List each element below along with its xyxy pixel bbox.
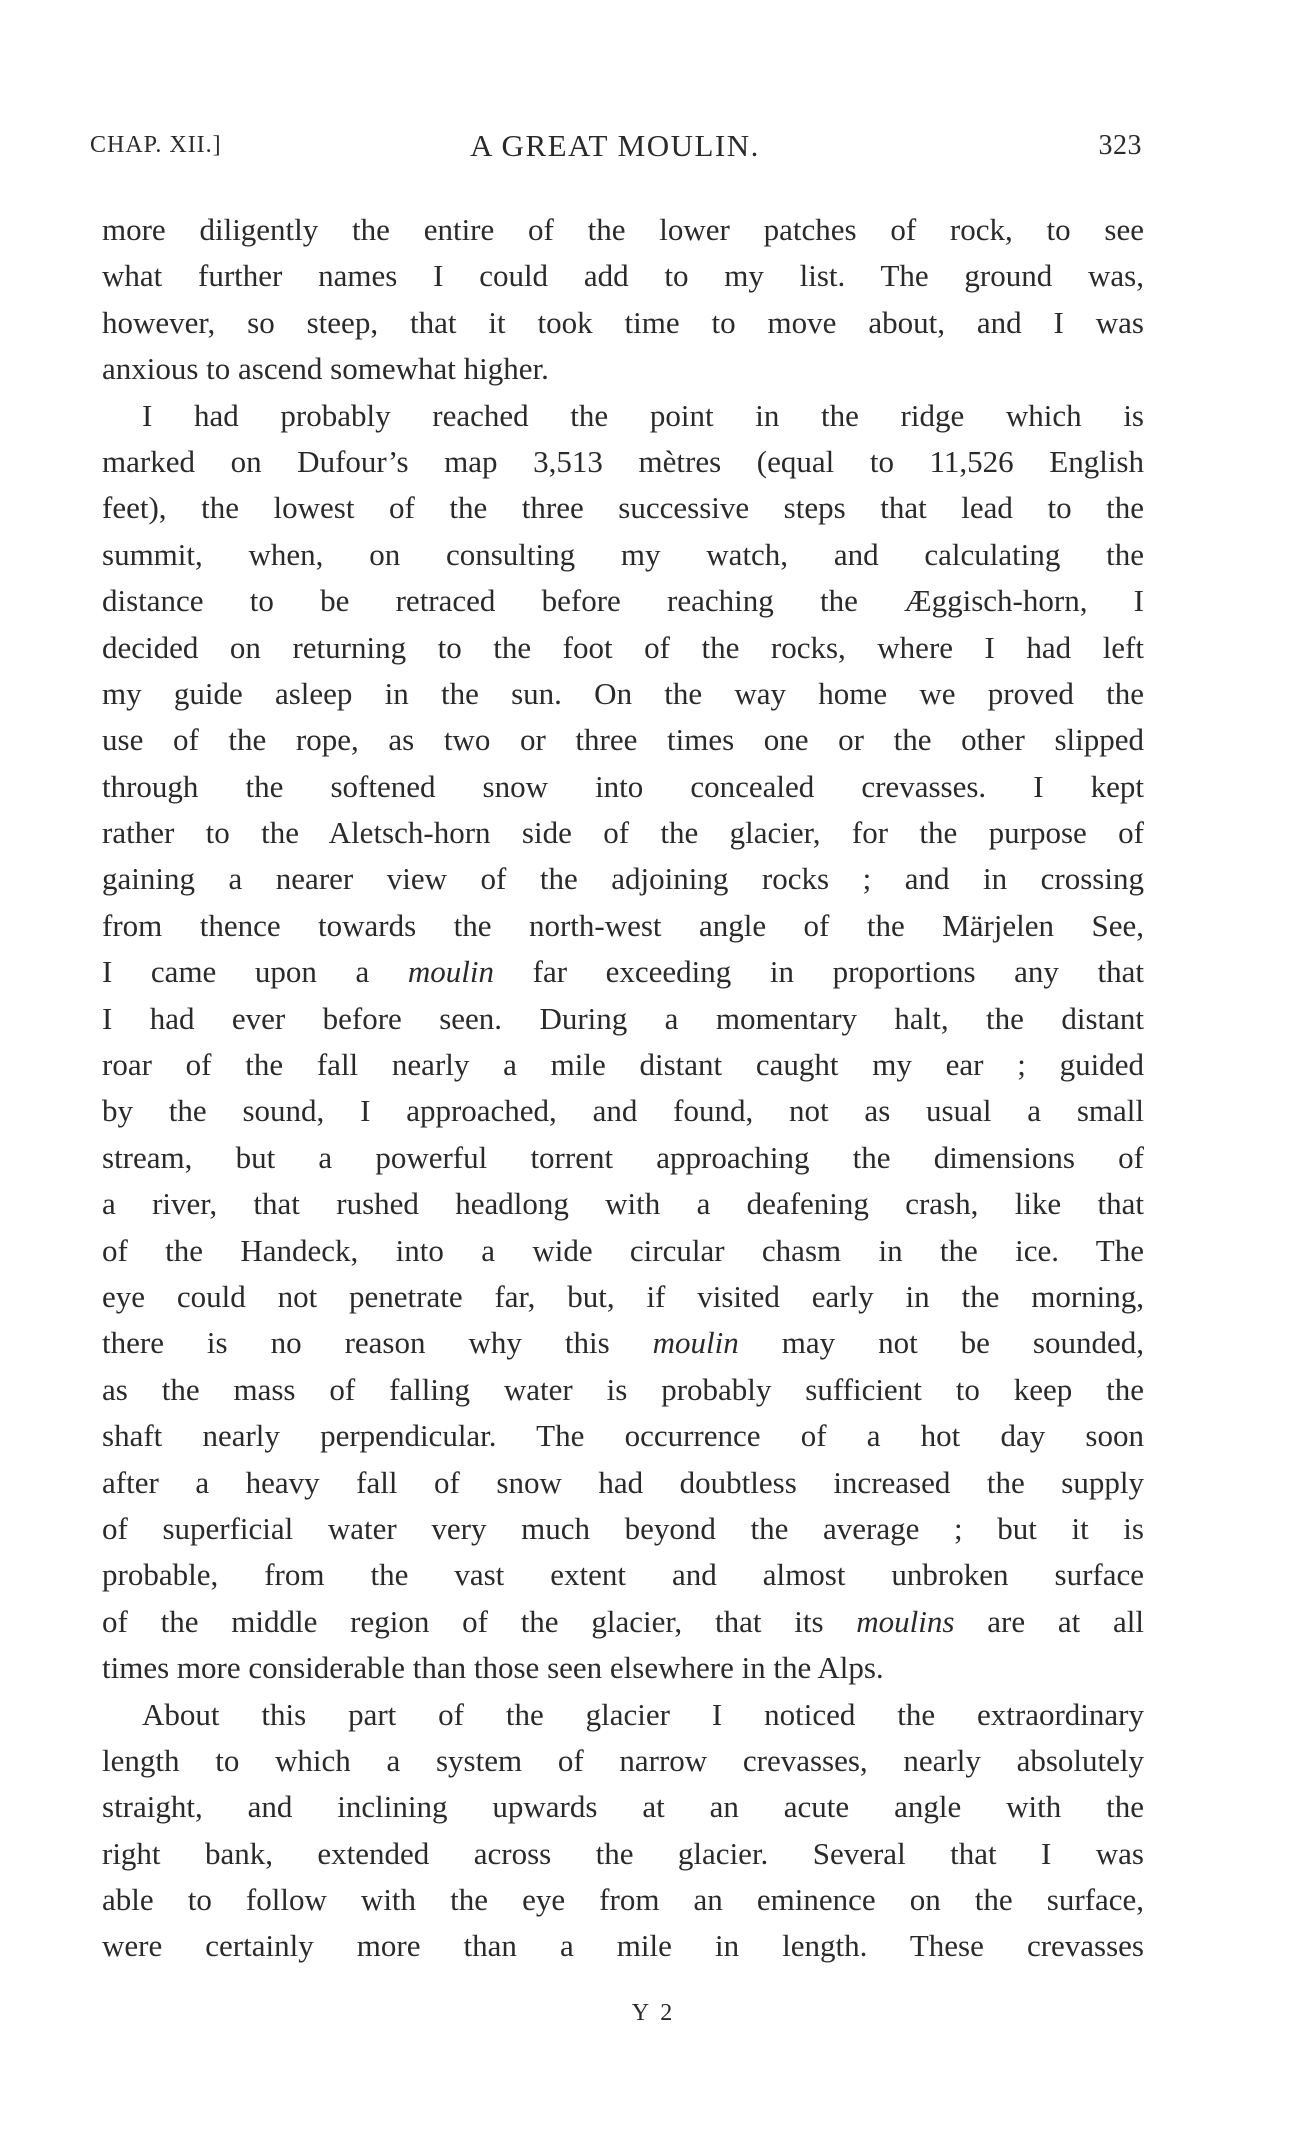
text-run: rather to the Aletsch-horn side of the glacier, for the purpose of: [102, 815, 1144, 851]
text-line: [102, 578, 1144, 624]
text-run: a river, that rushed headlong with a deafening crash, like that: [102, 1186, 1144, 1222]
text-line: [102, 439, 1144, 485]
text-line: [102, 810, 1144, 856]
text-run: through the softened snow into concealed crevasses. I kept: [102, 768, 1144, 804]
text-line: [102, 764, 1144, 810]
text-line: [102, 1923, 1144, 1969]
text-line: [102, 1460, 1144, 1506]
text-run: gaining a nearer view of the adjoining rocks ; and in crossing: [102, 861, 1144, 897]
text-line: [102, 253, 1144, 299]
text-line: [102, 903, 1144, 949]
text-line: [102, 1135, 1144, 1181]
page-title: A GREAT MOULIN.: [470, 128, 760, 163]
text-run: there is no reason why this: [102, 1325, 653, 1361]
text-run: marked on Dufour’s map 3,513 mètres (equal to 11,526 English: [102, 443, 1144, 479]
text-run: more diligently the entire of the lower patches of rock, to see: [102, 212, 1144, 247]
text-run: times more considerable than those seen elsewhere in the Alps.: [102, 1650, 884, 1686]
text-line: [102, 1274, 1144, 1320]
text-run: anxious to ascend somewhat higher.: [102, 351, 549, 387]
text-run: able to follow with the eye from an eminence on the surface,: [102, 1882, 1144, 1918]
text-line: [102, 949, 1144, 995]
text-run: decided on returning to the foot of the rocks, where I had left: [102, 629, 1144, 665]
text-run: use of the rope, as two or three times one or the other slipped: [102, 722, 1144, 758]
italic-word: moulins: [856, 1603, 955, 1639]
text-line: [102, 996, 1144, 1042]
text-run: may not be sounded,: [738, 1325, 1144, 1361]
text-run: of the Handeck, into a wide circular chasm in the ice. The: [102, 1232, 1144, 1268]
text-line: [102, 625, 1144, 671]
text-run: however, so steep, that it took time to move about, and I was: [102, 304, 1144, 340]
text-line: [102, 346, 1144, 392]
text-line: [102, 532, 1144, 578]
text-run: length to which a system of narrow crevasses, nearly absolutely: [102, 1742, 1144, 1778]
text-run: feet), the lowest of the three successive steps that lead to the: [102, 490, 1144, 526]
text-run: eye could not penetrate far, but, if visited early in the morning,: [102, 1278, 1144, 1314]
text-run: summit, when, on consulting my watch, and calculating the: [102, 536, 1144, 572]
text-run: distance to be retraced before reaching the Æggisch-horn, I: [102, 583, 1144, 619]
text-run: roar of the fall nearly a mile distant caught my ear ; guided: [102, 1047, 1144, 1083]
page-number: 323: [1098, 130, 1142, 161]
text-line: [102, 1088, 1144, 1134]
text-run: my guide asleep in the sun. On the way home we proved the: [102, 675, 1144, 711]
text-run: About this part of the glacier I noticed the extraordinary: [142, 1696, 1144, 1732]
text-line: [102, 671, 1144, 717]
body-text: [102, 207, 1144, 1970]
italic-word: moulin: [652, 1325, 739, 1361]
italic-word: moulin: [407, 954, 495, 990]
text-run: stream, but a powerful torrent approaching the dimensions of: [102, 1139, 1144, 1175]
text-run: I came upon a: [102, 954, 408, 990]
text-run: I had probably reached the point in the ridge which is: [142, 397, 1144, 433]
text-line: [102, 1042, 1144, 1088]
text-line: [102, 1831, 1144, 1877]
text-line: [102, 1738, 1144, 1784]
text-line: [102, 1367, 1144, 1413]
text-run: shaft nearly perpendicular. The occurrence of a hot day soon: [102, 1418, 1144, 1454]
text-line: [102, 1320, 1144, 1366]
text-run: far exceeding in proportions any that: [494, 954, 1144, 990]
text-line: [102, 393, 1144, 439]
text-line: [102, 1228, 1144, 1274]
running-head: [90, 128, 1140, 168]
text-line: [102, 1506, 1144, 1552]
text-run: straight, and inclining upwards at an acute angle with the: [102, 1789, 1144, 1825]
text-run: were certainly more than a mile in length. These crevasses: [102, 1928, 1144, 1964]
text-run: are at all: [954, 1603, 1144, 1639]
signature-mark: Y 2: [631, 2000, 676, 2026]
text-run: of the middle region of the glacier, that its: [102, 1603, 857, 1639]
text-line: [102, 300, 1144, 346]
text-line: [102, 1552, 1144, 1598]
text-run: after a heavy fall of snow had doubtless increased the supply: [102, 1464, 1144, 1500]
text-run: right bank, extended across the glacier. Several that I was: [102, 1835, 1144, 1871]
text-line: [102, 856, 1144, 902]
text-line: [102, 1413, 1144, 1459]
text-run: I had ever before seen. During a momentary halt, the distant: [102, 1000, 1144, 1036]
text-line: [102, 1645, 1144, 1691]
text-line: [102, 1599, 1144, 1645]
chapter-label: CHAP. XII.]: [90, 132, 222, 158]
text-run: what further names I could add to my list. The ground was,: [102, 258, 1144, 294]
text-line: [102, 207, 1144, 253]
text-run: by the sound, I approached, and found, not as usual a small: [102, 1093, 1144, 1129]
text-line: [102, 1692, 1144, 1738]
text-line: [102, 485, 1144, 531]
text-line: [102, 1877, 1144, 1923]
text-line: [102, 1181, 1144, 1227]
text-run: from thence towards the north-west angle of the Märjelen See,: [102, 907, 1144, 943]
text-line: [102, 717, 1144, 763]
text-run: of superficial water very much beyond the average ; but it is: [102, 1510, 1144, 1546]
text-run: probable, from the vast extent and almost unbroken surface: [102, 1557, 1144, 1593]
text-run: as the mass of falling water is probably sufficient to keep the: [102, 1371, 1144, 1407]
text-line: [102, 1784, 1144, 1830]
